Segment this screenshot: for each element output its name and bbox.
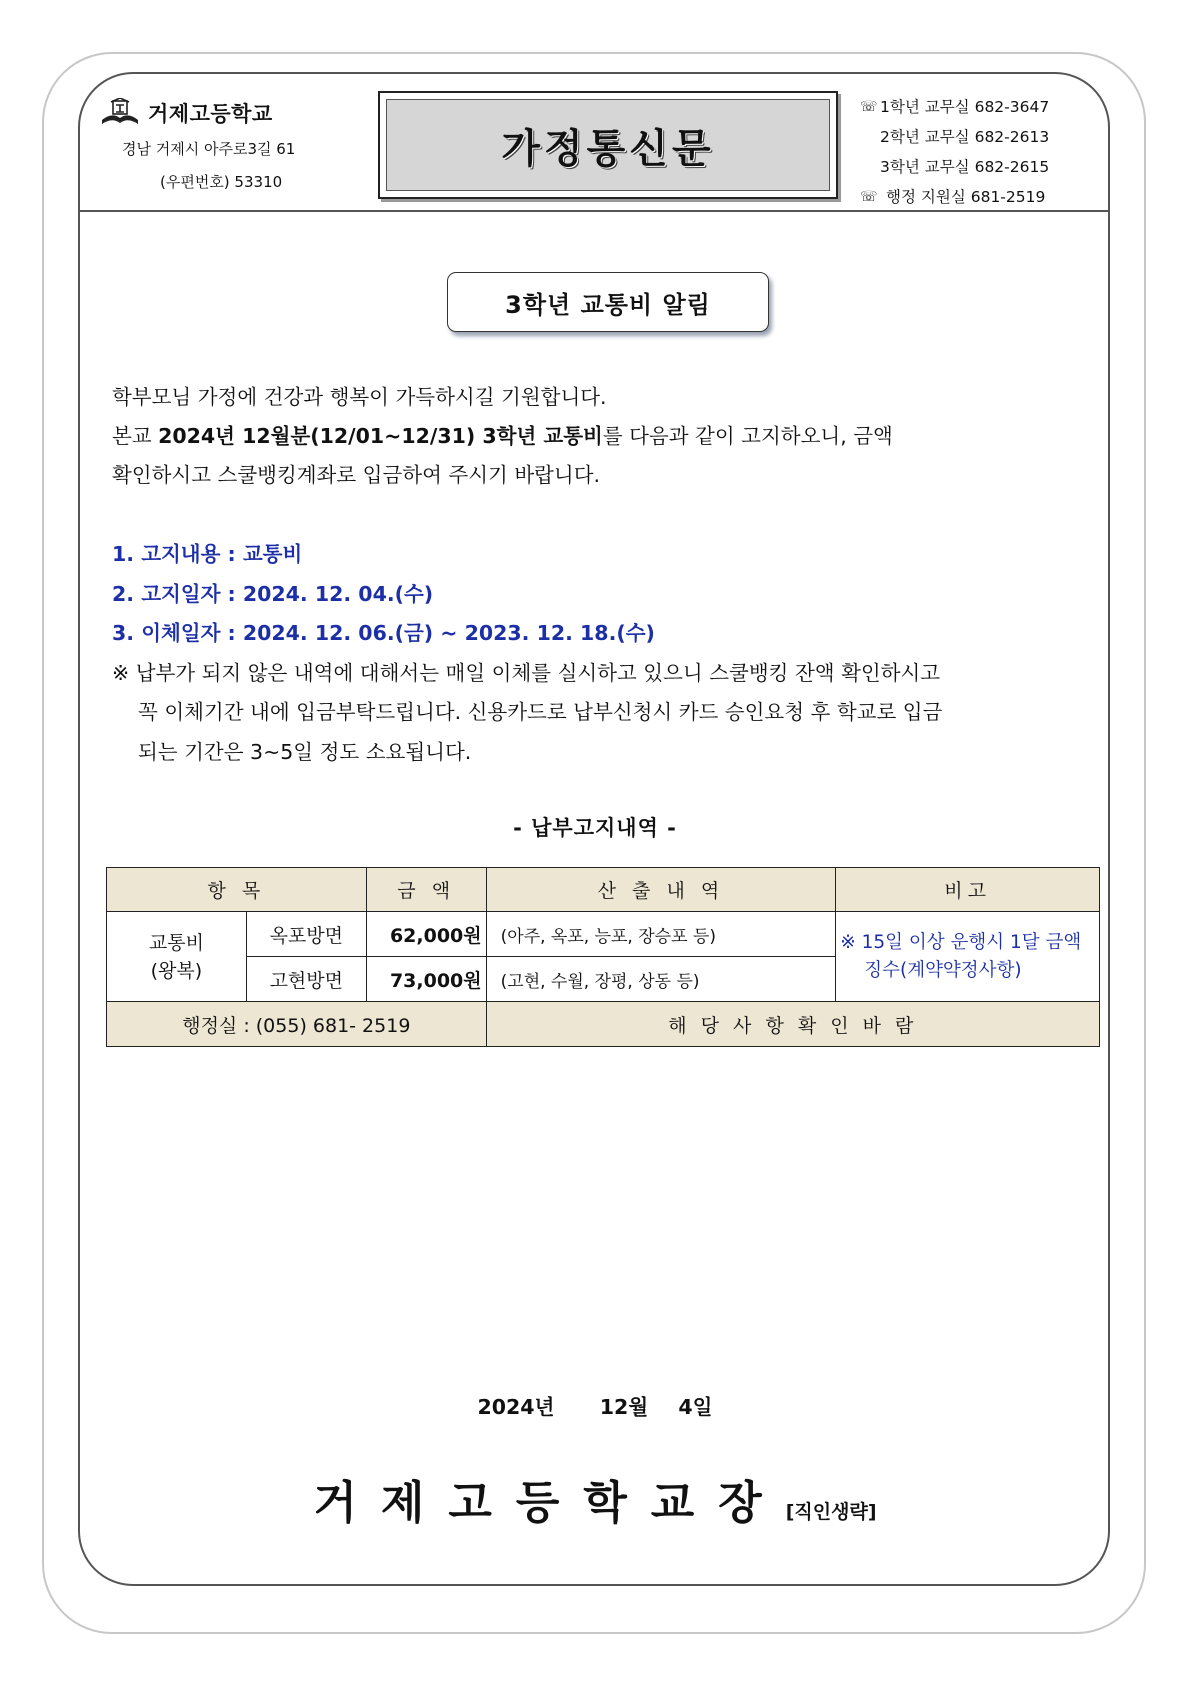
category-line: (왕복) [150,959,203,982]
signature [0,1466,1190,1531]
remark-line: 징수(계약약정사항) [864,959,1022,981]
item-notice-date: 2. 고지일자 : 2024. 12. 04.(수) [112,581,434,606]
footer-contact-cell: 행정실 : (055) 681- 2519 [107,1002,487,1047]
body-text: 를 다음과 같이 고지하오니, 금액 [602,424,893,448]
note-line: ※ 납부가 되지 않은 내역에 대해서는 매일 이체를 실시하고 있으니 스쿨뱅킹 잔액 확인하시고 [112,660,941,685]
notice-items [112,535,1092,772]
header-item: 항 목 [107,868,367,912]
contact-text: 3학년 교무실 682-2615 [880,158,1050,176]
category-line: 교통비 [148,931,204,954]
note-line: 꼭 이체기간 내에 입금부탁드립니다. 신용카드로 납부신청시 카드 승인요청 후 학교로 입금 [138,700,943,724]
remark-cell [836,912,1100,1002]
header-remark: 비고 [836,868,1100,912]
document-title-box [378,91,838,199]
route-cell: 고현방면 [246,957,366,1002]
contact-text: 행정 지원실 681-2519 [886,188,1046,206]
school-postal-code: (우편번호) 53310 [160,173,283,191]
document-title: 가정통신문 [501,125,715,172]
phone-icon: ☏ [860,189,878,205]
body-bold-text: 2024년 12월분(12/01~12/31) 3학년 교통비 [158,424,603,448]
notice-title: 3학년 교통비 알림 [505,290,711,319]
fee-table [106,867,1100,1047]
contact-list [860,92,1049,212]
school-name: 거제고등학교 [148,102,273,126]
route-cell: 옥포방면 [246,912,366,957]
contact-admin [860,182,1049,212]
detail-cell: (고현, 수월, 장평, 상동 등) [486,957,836,1002]
document-title-inner [386,99,830,191]
detail-cell: (아주, 옥포, 능포, 장승포 등) [486,912,836,957]
contact-text: 1학년 교무실 682-3647 [880,98,1050,116]
amount-cell: 62,000원 [366,912,486,957]
table-title: - 납부고지내역 - [513,816,677,840]
category-cell [107,912,247,1002]
phone-icon: ☏ [860,99,878,115]
contact-grade1 [860,92,1049,122]
contact-grade3 [860,152,1049,182]
school-logo-icon [100,98,140,128]
seal-omitted-note: [직인생략] [785,1501,877,1523]
header-amount: 금 액 [366,868,486,912]
notice-title-box [447,272,769,332]
school-info [100,98,340,192]
school-address: 경남 거제시 아주로3길 61 [122,140,296,158]
item-content: 1. 고지내용 : 교통비 [112,542,303,566]
contact-grade2 [860,122,1049,152]
contact-text: 2학년 교무실 682-2613 [880,128,1050,146]
school-name-row [100,98,340,128]
item-transfer-date: 3. 이체일자 : 2024. 12. 06.(금) ~ 2023. 12. 18.(수) [112,621,655,645]
body-line: 학부모님 가정에 건강과 행복이 가득하시길 기원합니다. [112,385,607,409]
principal-name: 거제고등학교장 [313,1476,786,1529]
remark-line: ※ 15일 이상 운행시 1달 금액 [840,931,1082,953]
header-calc: 산 출 내 역 [486,868,836,912]
issue-date: 2024년 12월 4일 [477,1395,713,1419]
footer-check-cell: 해 당 사 항 확 인 바 람 [486,1002,1099,1047]
table-row [107,912,1100,957]
table-header-row [107,868,1100,912]
table-footer-row [107,1002,1100,1047]
note-line: 되는 기간은 3~5일 정도 소요됩니다. [138,739,472,764]
amount-cell: 73,000원 [366,957,486,1002]
notice-body [112,378,1072,495]
body-text: 본교 [112,424,159,448]
body-line: 확인하시고 스쿨뱅킹계좌로 입금하여 주시기 바랍니다. [112,463,601,487]
body-line [112,417,1072,456]
